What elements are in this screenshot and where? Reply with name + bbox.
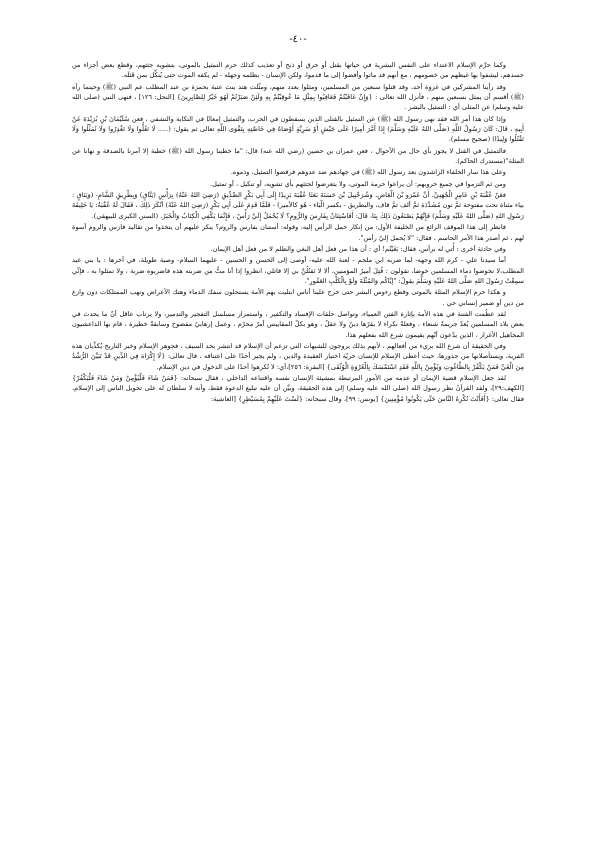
- body-text: [72, 60, 524, 404]
- paragraph: لقد جعل الإسلام قضية الإيمان أو عدمه من الأمور المرتبطة بمشيئة الإنسان نفسه واقتناعه الداخلي ، فقال سبحانه: {فَمَنْ شَاءَ فَلْيُؤْمِنْ وَمَنْ شَاءَ فَلْيَكْفُرْ} [الكهف:٢٩]، ولقد القرآنُ نظر رسول الله (صلى الله عليه وسلم) إلى هذه الحقيقة، وبيَّن أن عليه تبليغ الدعوة فقط، وأنه لا سلطان له على تحويل الناس إلى الإسلام، فقال تعالى: {أَفَأَنْتَ تُكْرِهُ النَّاسَ حَتَّى يَكُونُوا مُؤْمِنِينَ} [يونس: ٩٩]، وقال سبحانه: {لَسْتَ عَلَيْهِمْ بِمُسَيْطِرٍ} [الغاشية:: [72, 373, 524, 403]
- paragraph: وكما حرَّم الإسلام الاعتداء على النفس البشرية في حياتها بقتل أو حرق أو ذبح أو تعذيب كذلك حرم التمثيل بالموتى، بتشويه جثثهم، وقطع بعض أجزاء من جسدهم، ليشفوا بها غيظهم من خصومهم ، مع أنهم قد ماتوا وأفضوا إلى ما قدموا، ولكن الإنسان - بظلمه وجهله - لم يكفه الموت حتى يُنكِّل بمن قَتَلَه.: [72, 61, 524, 80]
- paragraph: وفي الحقيقة أن شرع الله بريء من أفعالهم ، لأنهم بذلك يروجون للشبهات التي تزعم أن الإسلام قد انتشر بحد السيف ، فجوهر الإسلام وخبر التاريخ يُكذِّبان هذه الفرية، ويستأصلانها من جذورها، حيث أعطى الإسلام للإنسان حريّة اختيار العقيدة والدين ، ولم يجبر أحدًا على اعتناقه ، قال تعالى: {لَا إِكْرَاهَ فِي الدِّينِ قَدْ تَبَيَّنَ الرُّشْدُ مِنَ الْغَيِّ فَمَنْ يَكْفُرْ بِالطَّاغُوتِ وَيُؤْمِنْ بِاللَّهِ فَقَدِ اسْتَمْسَكَ بِالْعُرْوَةِ الْوُثْقَى} [البقرة: ٢٥٦]،أي: لا تُكرهوا أحدًا على الدخول في دين الإسلام.: [72, 341, 524, 371]
- paragraph: وقد رأينا المشركين في غزوة أحد، وقد قتلوا سبعين من المسلمين، ومثلوا بعدد منهم، ومثّلت هند بنت عتبة بحمزة بن عبد المطلب عم النبي (ﷺ) وحينما رآه (ﷺ) أقسم أن يمثل بسبعين منهم ، فأنزل الله تعالى : {وَإِنْ عَاقَبْتُمْ فَعَاقِبُوا بِمِثْلِ مَا عُوقِبْتُمْ بِهِ وَلَئِنْ صَبَرْتُمْ لَهُوَ خَيْرٌ لِلصَّابِرِينَ} [النحل: ١٢٦] ، فنهى النبي (صلى الله عليه وسلم) عن المثلى أي : التمثيل بالبشر .: [72, 82, 524, 112]
- paragraph: ومن ثم التزموا في جميع حروبهم: أن يراعوا حرمة الموتى، ولا يتعرضوا لجثثهم بأي تشويه، أو تنكيل ، أو تمثيل.: [210, 179, 506, 188]
- paragraph: وإذا كان هذا أمر الله فقد نهى رسول الله (ﷺ) عن التمثيل بالقتلى الذين يسقطون في الحرب، والتمثيل إمعانًا في النكاية والتشفي ، فعن سُلَيْمَانَ بْنِ بُرَيْدَةَ عَنْ أَبِيهِ ، قَالَ: كَانَ رَسُولُ اللَّهِ (صَلَّى اللهُ عَلَيْهِ وَسَلَّمَ) إِذَا أَمَّرَ أَمِيرًا عَلَى جَيْشٍ أَوْ سَرِيَّةٍ أَوْصَاهُ فِي خَاصَّتِهِ بِتَقْوَى اللَّهِ تعالى ثم يقول: (..... لَا تَغُلُّوا وَلَا تَغْدِرُوا وَلَا تُمَثِّلُوا وَلَا تَقْتُلُوا وَلِيدًا) (صحيح مسلم).: [72, 114, 524, 144]
- paragraph: وعلى هذا سار الخلفاء الراشدون بعد رسول الله (ﷺ) في جهادهم ضد عدوهم فرفضوا التمثيل، وذموه.: [230, 168, 506, 177]
- page-number: -٤٠-: [289, 34, 307, 45]
- paragraph: فانظر إلى هذا الموقف الرائع من الخليفة الأول: من إنكار حمل الرأس إليه، وقوله: أستنان بفارس والروم؟ ينكر عليهم أن يتخذوا من تقاليد فارس والروم أسوة لهم ، ثم أصدر هذا الأمر الحاسم ، فقال: "لا يُحمل إليّ رأس".: [72, 223, 524, 242]
- paragraph: لقد عظُمت الفتنة في هذه الأمة بإثارة الفتن العمياء، وتواصل حلقات الإفساد والتكفير ، واستمرار مسلسل التفجير والتدمير، ولا يرتاب عاقل أنّ ما يحدث في بعض بلاد المسلمين يُعدّ جريمةً شنعاء ، وفعلةً نكراء لا يقرّها دينٌ ولا عقلٌ ، وهو بكلّ المقاييس أمرٌ محرّم ، وعمل إرهابيٌ مفضوح وسابقةٌ خطيرة ، قام بها الداعشيون المجاهيل الأغرار ، الذين يدّعون أنّهم يقيمون شرع الله بفعلهم هذا.: [72, 309, 524, 339]
- paragraph: و هكذا حرم الإسلام المثلة بالموتى وقطع رءوس البشر حتى خرج علينا أناس ابتليت بهم الأمة يستحلون سفك الدماء وهتك الأعراض ونهب الممتلكات دون وازع من دين أو ضمير إنساني حي .: [72, 288, 524, 307]
- paragraph: فالتمثيل في القتل لا يجوز بأي حال من الأحوال ، فعن عمران بن حصين (رضي الله عنه) قال: "ما خطبنا رسول الله (ﷺ) خطبة إلا أمرنا بالصدقة و نهانا عن المثلة"(مستدرك الحاكم).: [72, 146, 524, 166]
- paragraph: أما سيدنا علي - كرم الله وجهه- لما ضربه ابن ملجم - لعنة الله عليه- أوصى إلى الحسن و الحسين - عليهما السلام- وصية طويلة، في آخرها : يا بني عبد المطلب،لا تخوضوا دماء المسلمين خوضا، تقولون : قُتِلَ أميرُ المؤمنين، ألا لا تَقتُلُنَّ بي إلا قاتلي، انظروا إذا أنا متُّ من ضربته هذه فاضربوه ضربة ، ولا تمثلوا به ، فإنِّي سمِعْتُ رَسُولَ اللهِ صَلَّى اللهُ عَلَيْهِ وَسَلَّمَ يقولُ: "إيَّاكُم وَالمُثْلَةَ وَلَوْ بِالْكَلْبِ العَقُورِ".: [72, 256, 524, 285]
- paragraph: وفي حادثة أخرى : أُتي له برأس، فقال: بَغَيْتُم! أي : أن هذا من فعل أهل البغي والظلم لا من فعل أهل الإيمان.: [210, 244, 506, 253]
- paragraph: فعَنْ عُقْبَةَ بْنِ عَامِرٍ الْجُهَنِيِّ، أَنَّ عَمْرَو بْنَ الْعَاصِ، وَشُرَحْبِيلَ بْنَ حَسَنَةَ بَعَثَا عُقْبَةَ بَرِيدًا إِلَى أَبِي بَكْرٍ الصِّدِّيقِ (رَضِيَ اللهُ عَنْهُ) بِرَأْسِ (يَنَّاقٍ) وَبِطْرِيقِ الشَّامِ- (وَيَنَاقٍ : بياء مثناة تحت مفتوحة ثمَّ نون مُشَدَّدَة ثمَّ ألف ثمَّ قاف، والبطريق - بكسر الْبَاء - هُوَ كالأمير) - فَلَمَّا قَدِمَ عَلَى أَبِي بَكْرٍ (رَضِيَ اللهُ عَنْهُ) أَنْكَرَ ذَلِكَ ، فَقَالَ لَهُ عُقْبَةُ: يَا خَلِيفَةَ رَسُولِ اللهِ (صَلَّى اللهُ عَلَيْهِ وَسَلَّمَ) فَإِنَّهُمْ يَصْنَعُونَ ذَلِكَ بِنَا، قَالَ: أَفَاسْتِنَانٌ بِفَارِسَ وَالرُّومِ؟ لَا يُحْمَلُ إِلَيَّ رَأْسٌ ، فَإِنَّمَا يَكْفِي الْكِتَابُ وَالْخَبَرُ. (السنن الكبرى للبيهقي).: [72, 191, 524, 220]
